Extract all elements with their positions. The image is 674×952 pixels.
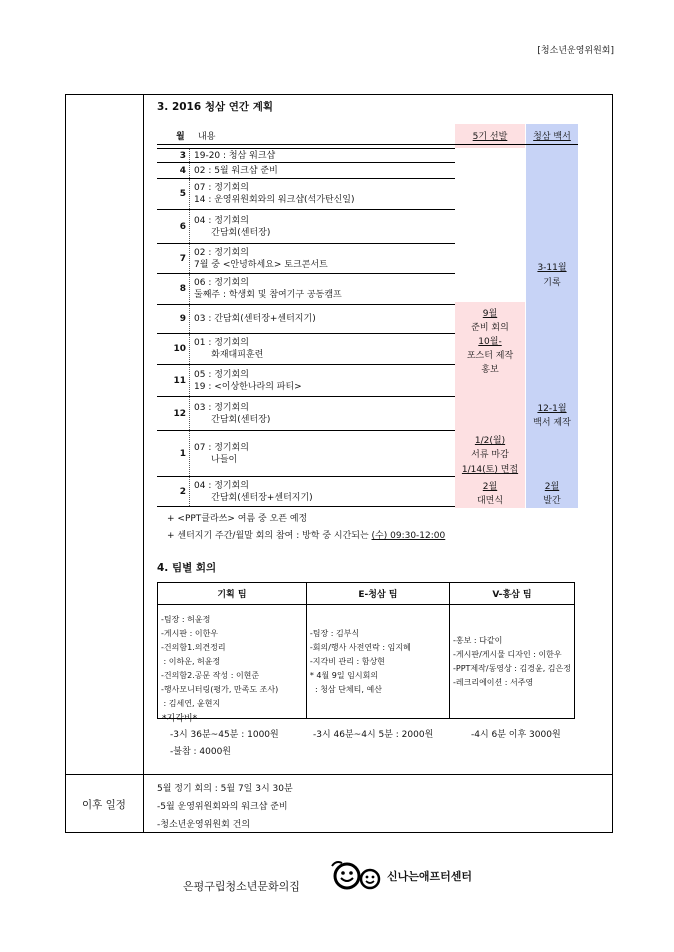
month-content-line: 화재대피훈련 — [194, 350, 264, 360]
sep-label: 9월 — [482, 309, 498, 319]
section3-title: 3. 2016 청삼 연간 계획 — [157, 101, 273, 113]
month-row — [157, 149, 455, 162]
blue-feb-label: 2월 — [544, 482, 560, 492]
month-content — [194, 150, 275, 162]
month-content-line: 19-20 : 청삼 워크샵 — [194, 150, 276, 161]
feb-label: 2월 — [482, 482, 498, 492]
month-content-line: 간담회(센터장+센터지기) — [194, 492, 313, 503]
month-row — [157, 274, 455, 304]
month-number: 1 — [179, 448, 186, 459]
month-content-line: 간담회(센터장) — [194, 414, 271, 425]
month-content — [194, 215, 270, 239]
late-fee-2: -3시 46분~4시 5분 : 2000원 — [313, 730, 434, 740]
center-note-time: (수) 09:30-12:00 — [371, 531, 446, 541]
month-number: 12 — [173, 408, 186, 419]
team-item: -게시판 : 이한우 — [161, 628, 219, 638]
month-content — [194, 165, 278, 177]
month-content-line: 19 : <이상한나라의 파티> — [194, 381, 302, 392]
jan-date2: 1/14(토) 면접 — [461, 465, 519, 475]
footer-org: 은평구립청소년문화의집 — [183, 880, 300, 893]
month-number: 10 — [173, 344, 186, 354]
team-item: -레크리에이션 : 서주영 — [453, 677, 534, 687]
month-content — [194, 313, 316, 325]
month-content-line: 02 : 정기회의 — [194, 247, 249, 258]
team-item: : 김세연, 윤현지 — [161, 698, 221, 708]
schedule-label: 이후 일정 — [82, 798, 126, 811]
month-row — [157, 179, 455, 209]
committee-header: [청소년운영위원회] — [537, 46, 614, 56]
month-row — [157, 163, 455, 178]
month-row — [157, 244, 455, 273]
smiley-logo-icon — [330, 860, 384, 896]
month-content — [194, 337, 263, 361]
header-row-border — [157, 144, 578, 145]
team-header-vhongsam: V-홍삼 팀 — [450, 583, 575, 605]
team-cell-echeongsam — [306, 605, 449, 719]
month-number: 11 — [173, 375, 186, 386]
team-item: -게시판/게시물 디자인 : 이한우 — [453, 649, 562, 659]
month-number: 9 — [179, 314, 186, 324]
month-separator — [189, 163, 190, 178]
schedule-line-2: -5월 운영위원회와의 워크샵 준비 — [157, 802, 288, 812]
dec-label: 12-1월 — [537, 404, 567, 414]
jan-label: 1/2(월) — [474, 436, 506, 446]
oct-label: 10월- — [478, 337, 502, 347]
team-cell-vhongsam — [450, 605, 575, 719]
schedule-line-1: 5월 정기 회의 : 5월 7일 3시 30분 — [157, 784, 293, 794]
month-content — [194, 247, 328, 271]
month-content-line: 03 : 정기회의 — [194, 402, 249, 413]
team-item: -홍보 : 다같이 — [453, 635, 503, 645]
footer-center: 신나는애프터센터 — [387, 870, 473, 883]
late-fee-absent: -불참 : 4000원 — [170, 747, 231, 757]
team-item: -회의/행사 사전연락 : 임지혜 — [309, 642, 411, 652]
month-content-line: 04 : 정기회의 — [194, 215, 249, 226]
month-separator — [189, 179, 190, 209]
month-content-line: 04 : 정기회의 — [194, 480, 249, 491]
month-number: 7 — [179, 253, 186, 264]
month-number: 6 — [179, 221, 186, 232]
whitepaper-column — [526, 124, 578, 508]
month-content-line: 14 : 운영위원회와의 워크샵(석가탄신일) — [194, 195, 355, 205]
center-note — [167, 528, 445, 541]
month-header: 월 — [176, 132, 185, 142]
month-content — [194, 277, 342, 301]
team-item: -지각비 관리 : 함상현 — [309, 656, 385, 666]
team-header-echeongsam: E-청삼 팀 — [306, 583, 449, 605]
row-divider — [65, 774, 613, 775]
month-separator — [189, 477, 190, 506]
team-item: -건의함2.공문 작성 : 이현준 — [161, 670, 260, 680]
center-note-text: + 센터지기 주간/월말 회의 참여 : 방학 중 시간되는 — [167, 531, 372, 541]
month-separator — [189, 305, 190, 333]
month-content-line: 06 : 정기회의 — [194, 278, 249, 288]
month-separator — [189, 149, 190, 162]
month-separator — [189, 274, 190, 304]
section4-title: 4. 팀별 회의 — [157, 562, 217, 574]
team-item: -PPT제작/동영상 : 김경윤, 김은정 — [453, 663, 571, 673]
month-content-line: 02 : 5월 워크샵 준비 — [194, 165, 278, 176]
month-row — [157, 305, 455, 333]
team-item: -팀장 : 허윤정 — [161, 614, 211, 624]
month-row — [157, 477, 455, 506]
dec-text: 백서 제작 — [533, 418, 571, 428]
oct-text1: 포스터 제작 — [466, 351, 514, 361]
team-table — [157, 582, 575, 719]
month-content-line: 01 : 정기회의 — [194, 338, 249, 348]
team-item: -행사모니터링(평가, 만족도 조사) — [161, 684, 279, 694]
month-content — [194, 402, 270, 426]
team-item: -팀장 : 김부식 — [309, 628, 360, 638]
month-content-line: 7월 중 <안녕하세요> 토크콘서트 — [194, 259, 328, 270]
jan-text: 서류 마감 — [471, 450, 509, 460]
month-number: 3 — [179, 150, 186, 161]
late-fee-title: *지각비* — [162, 714, 198, 724]
month-number: 5 — [179, 189, 186, 199]
month-content-line: 나들이 — [194, 454, 238, 465]
team-item: : 이하운, 허윤정 — [161, 656, 221, 666]
sep-text: 준비 회의 — [471, 323, 509, 333]
selection-gap — [455, 148, 525, 302]
content-header: 내용 — [198, 132, 216, 142]
column-divider — [143, 94, 144, 833]
team-header-planning: 기획 팀 — [158, 583, 307, 605]
ppt-note: + <PPT클라쓰> 여름 중 오픈 예정 — [167, 514, 308, 524]
month-separator — [189, 431, 190, 476]
team-item: * 4월 9일 임시회의 — [309, 670, 379, 680]
month-separator — [189, 244, 190, 273]
late-fee-3: -4시 6분 이후 3000원 — [471, 730, 561, 740]
month-row-border — [157, 506, 455, 507]
month-content-line: 07 : 정기회의 — [194, 183, 249, 193]
late-fee-1: -3시 36분~45분 : 1000원 — [170, 730, 279, 740]
month-number: 4 — [179, 165, 186, 176]
month-row — [157, 431, 455, 476]
feb-text: 대면식 — [476, 496, 504, 506]
team-item: : 청삼 단체티, 예산 — [309, 684, 382, 694]
team-cell-planning — [158, 605, 307, 719]
month-content-line: 05 : 정기회의 — [194, 369, 249, 380]
month-content — [194, 182, 355, 206]
oct-text2: 홍보 — [481, 365, 499, 375]
month-row — [157, 210, 455, 243]
month-content — [194, 442, 249, 466]
mar-label: 3-11월 — [537, 263, 567, 273]
mar-text: 기록 — [543, 278, 561, 288]
whitepaper-header: 청삼 백서 — [533, 132, 571, 142]
month-row — [157, 365, 455, 396]
month-separator — [189, 397, 190, 430]
month-content — [194, 480, 313, 504]
schedule-line-3: -청소년운영위원회 건의 — [157, 820, 251, 830]
month-number: 2 — [179, 486, 186, 497]
month-content-line: 03 : 간담회(센터장+센터지기) — [194, 314, 316, 324]
month-row — [157, 334, 455, 364]
month-number: 8 — [179, 284, 186, 294]
month-separator — [189, 365, 190, 396]
month-content-line: 07 : 정기회의 — [194, 442, 249, 453]
month-row — [157, 397, 455, 430]
blue-feb-text: 발간 — [543, 496, 561, 506]
month-content — [194, 369, 302, 393]
selection-header: 5기 선발 — [472, 132, 508, 142]
month-content-line: 둘째주 : 학생회 및 참여기구 공동캠프 — [194, 290, 342, 300]
month-content-line: 간담회(센터장) — [194, 227, 271, 238]
team-item: -건의함1.의견정리 — [161, 642, 226, 652]
month-separator — [189, 210, 190, 243]
month-separator — [189, 334, 190, 364]
